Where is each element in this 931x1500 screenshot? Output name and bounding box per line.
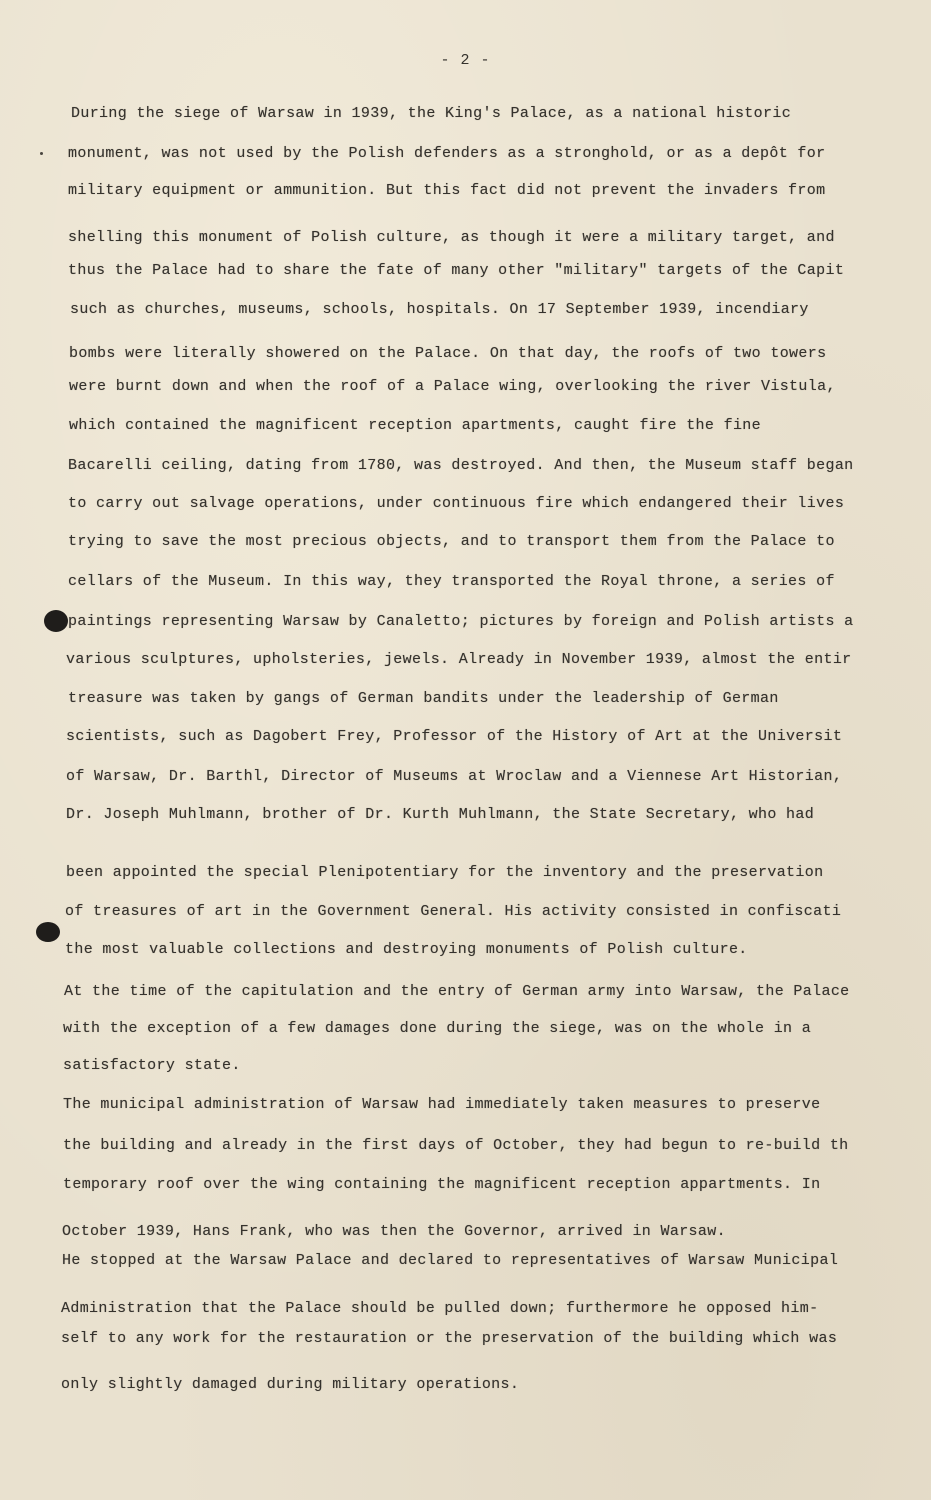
text-line: with the exception of a few damages done during the siege, was on the whole in a xyxy=(63,1020,812,1037)
text-line: the building and already in the first days of October, they had begun to re-build th xyxy=(63,1137,849,1154)
text-line: bombs were literally showered on the Palace. On that day, the roofs of two towers xyxy=(69,345,827,362)
text-line: treasure was taken by gangs of German bandits under the leadership of German xyxy=(68,690,779,707)
text-line: At the time of the capitulation and the entry of German army into Warsaw, the Palace xyxy=(64,983,850,1000)
text-line: Dr. Joseph Muhlmann, brother of Dr. Kurth Muhlmann, the State Secretary, who had xyxy=(66,806,815,823)
text-line: were burnt down and when the roof of a Palace wing, overlooking the river Vistula, xyxy=(69,378,836,395)
text-line: to carry out salvage operations, under continuous fire which endangered their lives xyxy=(68,495,845,512)
text-line: various sculptures, upholsteries, jewels. Already in November 1939, almost the entir xyxy=(66,651,852,668)
text-line: The municipal administration of Warsaw had immediately taken measures to preserve xyxy=(63,1096,821,1113)
text-line: self to any work for the restauration or the preservation of the building which was xyxy=(61,1330,838,1347)
text-line: of treasures of art in the Government General. His activity consisted in confiscati xyxy=(65,903,842,920)
text-line: been appointed the special Plenipotentiary for the inventory and the preservation xyxy=(66,864,824,881)
text-line: monument, was not used by the Polish defenders as a stronghold, or as a depôt for xyxy=(68,145,826,162)
text-line: cellars of the Museum. In this way, they transported the Royal throne, a series of xyxy=(68,573,835,590)
text-line: Administration that the Palace should be pulled down; furthermore he opposed him- xyxy=(61,1300,819,1317)
text-line: trying to save the most precious objects, and to transport them from the Palace to xyxy=(68,533,835,550)
text-line: shelling this monument of Polish culture, as though it were a military target, and xyxy=(68,229,835,246)
page-number: - 2 - xyxy=(440,52,491,69)
text-line: paintings representing Warsaw by Canaletto; pictures by foreign and Polish artists a xyxy=(68,613,854,630)
ink-blot-bottom xyxy=(36,922,60,942)
text-line: which contained the magnificent reception apartments, caught fire the fine xyxy=(69,417,762,434)
text-line: thus the Palace had to share the fate of many other "military" targets of the Capit xyxy=(68,262,845,279)
text-line: scientists, such as Dagobert Frey, Professor of the History of Art at the Universit xyxy=(66,728,843,745)
text-line: the most valuable collections and destroying monuments of Polish culture. xyxy=(65,941,748,958)
text-line: He stopped at the Warsaw Palace and declared to representatives of Warsaw Municipal xyxy=(62,1252,839,1269)
text-line: of Warsaw, Dr. Barthl, Director of Museums at Wroclaw and a Viennese Art Historian, xyxy=(66,768,843,785)
text-line: only slightly damaged during military operations. xyxy=(61,1376,520,1393)
text-line: During the siege of Warsaw in 1939, the King's Palace, as a national historic xyxy=(71,105,792,122)
margin-mark xyxy=(40,152,43,155)
text-line: military equipment or ammunition. But this fact did not prevent the invaders from xyxy=(68,182,826,199)
ink-blot-top xyxy=(44,610,68,632)
text-line: satisfactory state. xyxy=(63,1057,241,1074)
text-line: Bacarelli ceiling, dating from 1780, was destroyed. And then, the Museum staff began xyxy=(68,457,854,474)
text-line: October 1939, Hans Frank, who was then the Governor, arrived in Warsaw. xyxy=(62,1223,726,1240)
text-line: temporary roof over the wing containing the magnificent reception appartments. In xyxy=(63,1176,821,1193)
text-line: such as churches, museums, schools, hospitals. On 17 September 1939, incendiary xyxy=(70,301,809,318)
